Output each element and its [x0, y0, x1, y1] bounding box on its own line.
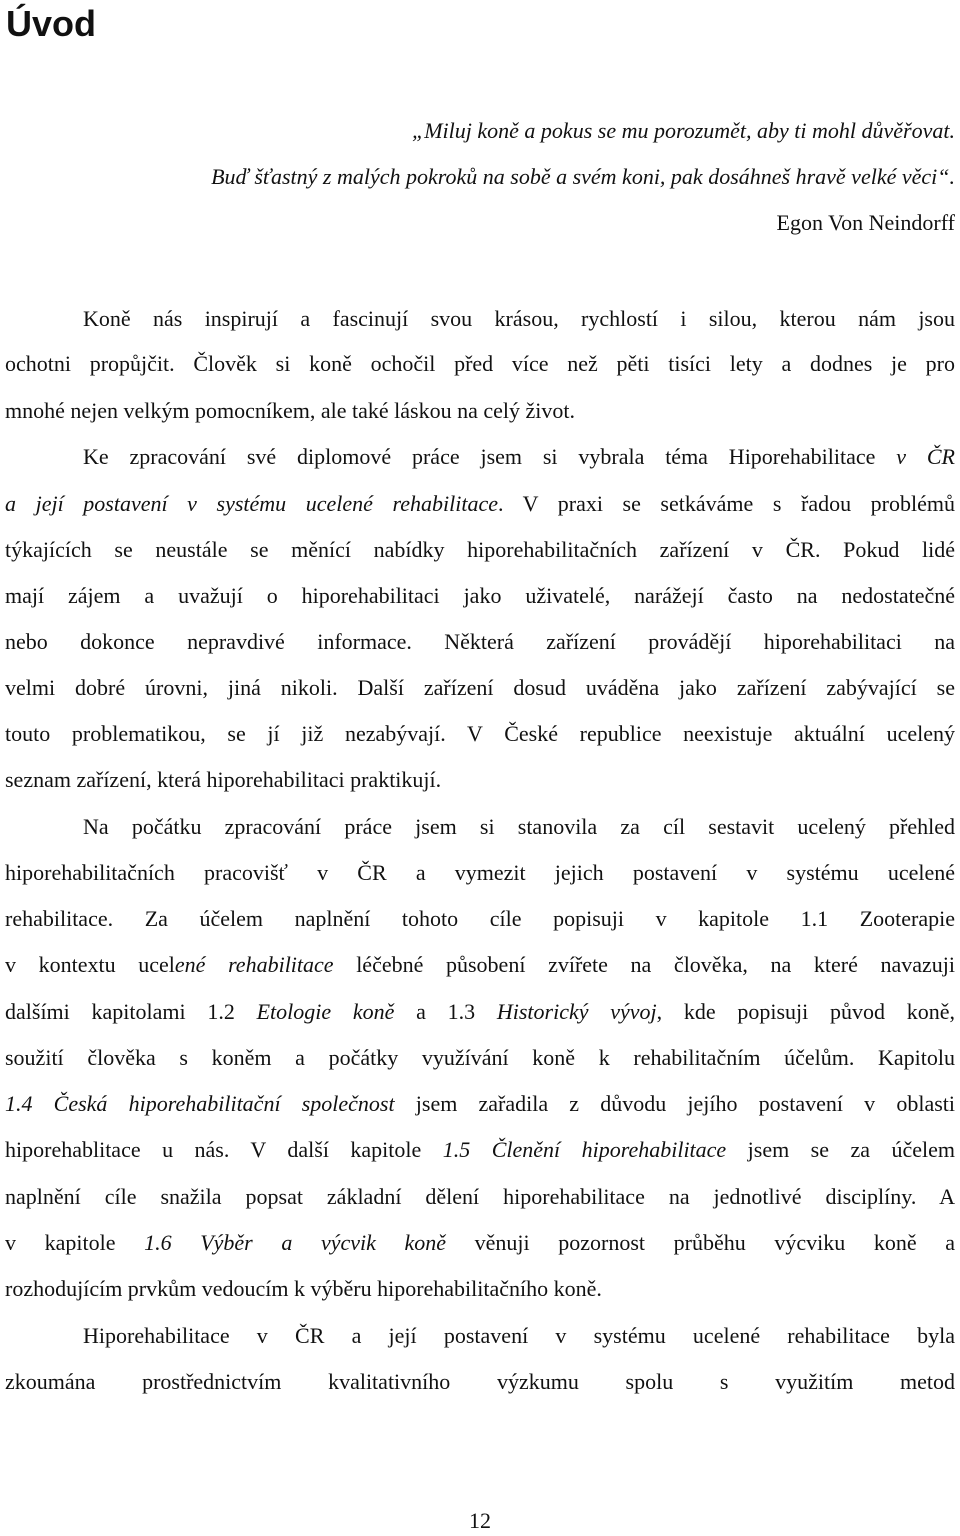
- motto-quote-2: Buď šťastný z malých pokroků na sobě a svém koni, pak dosáhneš hravě velké věci“.: [211, 164, 955, 189]
- text-line: v kontextu ucelené rehabilitace léčebné působení zvířete na člověka, na které navazuji: [5, 952, 955, 977]
- text-line: velmi dobré úrovni, jiná nikoli. Další zařízení dosud uváděna jako zařízení zabývající se: [5, 675, 955, 700]
- text-line: soužití člověka s koněm a počátky využívání koně k rehabilitačním účelům. Kapitolu: [5, 1045, 955, 1070]
- page-number: 12: [469, 1508, 491, 1533]
- text-line: Ke zpracování své diplomové práce jsem si vybrala téma Hiporehabilitace v ČR: [83, 444, 955, 469]
- text-line: Na počátku zpracování práce jsem si stanovila za cíl sestavit ucelený přehled: [83, 814, 955, 839]
- text-line: nebo dokonce nepravdivé informace. Některá zařízení provádějí hiporehabilitaci na: [5, 629, 955, 654]
- text-line: 1.4 Česká hiporehabilitační společnost jsem zařadila z důvodu jejího postavení v oblasti: [5, 1091, 955, 1116]
- motto-author: Egon Von Neindorff: [776, 210, 955, 235]
- text-line: rehabilitace. Za účelem naplnění tohoto cíle popisuji v kapitole 1.1 Zooterapie: [5, 906, 955, 931]
- text-line: Koně nás inspirují a fascinují svou krásou, rychlostí i silou, kterou nám jsou: [83, 306, 955, 331]
- text-line: zkoumána prostřednictvím kvalitativního výzkumu spolu s využitím metod: [5, 1369, 955, 1394]
- text-line: v kapitole 1.6 Výběr a výcvik koně věnuji pozornost průběhu výcviku koně a: [5, 1230, 955, 1255]
- text-line: a její postavení v systému ucelené rehabilitace. V praxi se setkáváme s řadou problémů: [5, 491, 955, 516]
- chapter-heading: Úvod: [6, 3, 96, 44]
- text-line: hiporehablitace u nás. V další kapitole 1.5 Členění hiporehabilitace jsem se za účelem: [5, 1137, 955, 1162]
- text-line: mnohé nejen velkým pomocníkem, ale také láskou na celý život.: [5, 398, 575, 423]
- text-line: naplnění cíle snažila popsat základní dělení hiporehabilitace na jednotlivé disciplíny. A: [5, 1184, 955, 1209]
- text-line: seznam zařízení, která hiporehabilitaci praktikují.: [5, 767, 442, 792]
- motto-line-2: [0, 154, 955, 200]
- text-line: ochotni propůjčit. Člověk si koně ochočil před více než pěti tisíci lety a dodnes je pro: [5, 351, 955, 376]
- text-line: Hiporehabilitace v ČR a její postavení v systému ucelené rehabilitace byla: [83, 1323, 955, 1348]
- text-line: rozhodujícím prvkům vedoucím k výběru hiporehabilitačního koně.: [5, 1276, 602, 1301]
- motto-line-1: [0, 108, 955, 154]
- text-line: týkajících se neustále se měnící nabídky hiporehabilitačních zařízení v ČR. Pokud lidé: [5, 537, 955, 562]
- text-line: touto problematikou, se jí již nezabývají. V České republice neexistuje aktuální ucelený: [5, 721, 955, 746]
- text-line: mají zájem a uvažují o hiporehabilitaci jako uživatelé, narážejí často na nedostatečné: [5, 583, 955, 608]
- text-line: hiporehabilitačních pracovišť v ČR a vymezit jejich postavení v systému ucelené: [5, 860, 955, 885]
- text-line: dalšími kapitolami 1.2 Etologie koně a 1.3 Historický vývoj, kde popisuji původ koně,: [5, 999, 955, 1024]
- motto-quote-1: „Miluj koně a pokus se mu porozumět, aby ti mohl důvěřovat.: [412, 118, 955, 143]
